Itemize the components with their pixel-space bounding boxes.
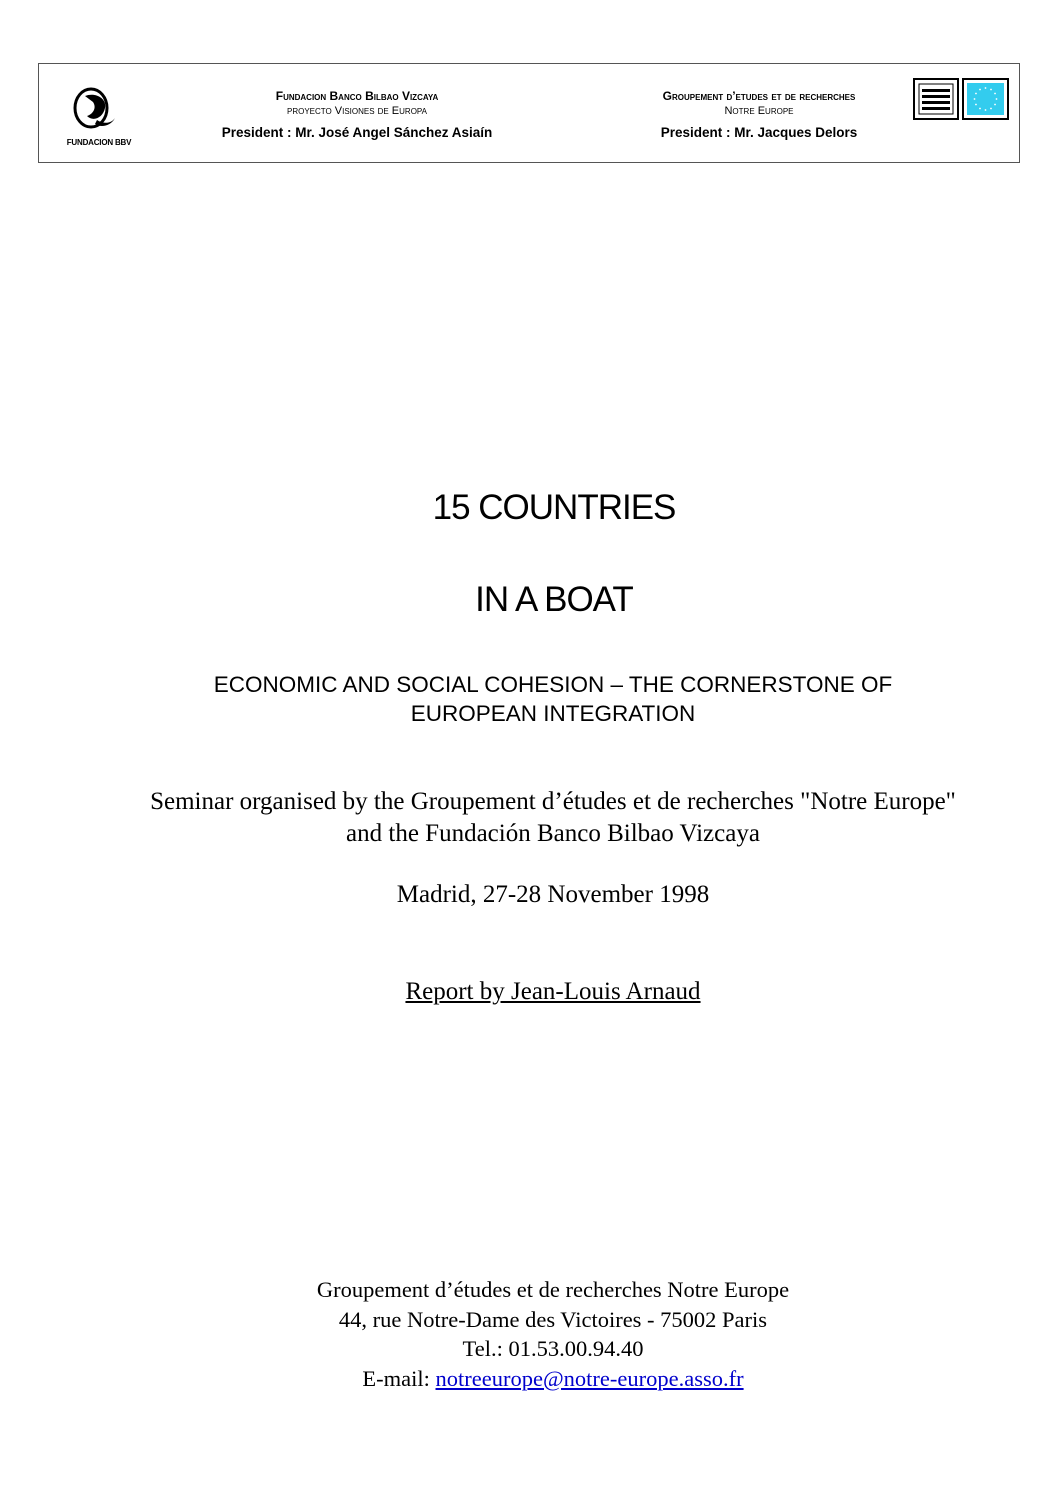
title-line-2: IN A BOAT [475, 580, 633, 619]
letterhead [38, 63, 1020, 163]
eu-flag-icon [963, 79, 1008, 119]
eu-star-icon [990, 108, 992, 110]
eu-star-icon [975, 93, 977, 95]
report-author [0, 978, 1060, 1006]
eu-star-icon [974, 98, 976, 100]
eu-star-icon [996, 98, 998, 100]
eu-star-icon [975, 104, 977, 106]
header-left-sub: proyecto Visiones de Europa [286, 105, 427, 117]
title-line-1: 15 COUNTRIES [432, 488, 676, 527]
fbbv-logo-text: FUNDACION BBV [66, 138, 132, 147]
eu-star-icon [985, 109, 987, 111]
footer-tel: Tel.: 01.53.00.94.40 [462, 1336, 644, 1361]
footer-address: 44, rue Notre-Dame des Victoires - 75002 Paris [338, 1306, 768, 1332]
eu-star-icon [979, 89, 981, 91]
eu-star-icon [994, 93, 996, 95]
header-right-president: President : Mr. Jacques Delors [660, 125, 858, 140]
eu-star-icon [990, 89, 992, 91]
eu-star-icon [994, 104, 996, 106]
header-left-column [157, 88, 557, 142]
footer-email-line [0, 1364, 1060, 1394]
subtitle: ECONOMIC AND SOCIAL COHESION – THE CORNERSTONE OF EUROPEAN INTEGRATION [213, 672, 893, 726]
notre-europe-logo [913, 78, 1009, 120]
document-lines-icon [914, 79, 958, 119]
footer-org: Groupement d’études et de recherches Notre Europe [316, 1277, 790, 1302]
fbbv-logo [51, 76, 147, 156]
seminar-description: Seminar organised by the Groupement d’études et de recherches "Notre Europe" and the Fundación Banco Bilbao Vizcaya [150, 788, 956, 847]
header-left-org: Fundacion Banco Bilbao Vizcaya [275, 89, 439, 103]
footer-email-link[interactable]: notreeurope@notre-europe.asso.fr [435, 1365, 744, 1391]
place-date: Madrid, 27-28 November 1998 [396, 881, 710, 908]
footer-email-label: E-mail: [362, 1365, 436, 1391]
header-right-org: Groupement d’etudes et de recherches [662, 89, 856, 103]
header-right-sub: Notre Europe [724, 105, 794, 117]
report-author-text: Report by Jean-Louis Arnaud [405, 978, 701, 1005]
fbbv-emblem-icon [67, 82, 127, 136]
eu-star-icon [985, 87, 987, 89]
footer-contact [0, 1275, 1060, 1393]
header-left-president: President : Mr. José Angel Sánchez Asiaín [221, 125, 493, 140]
eu-star-icon [979, 108, 981, 110]
header-right-column [559, 88, 959, 142]
